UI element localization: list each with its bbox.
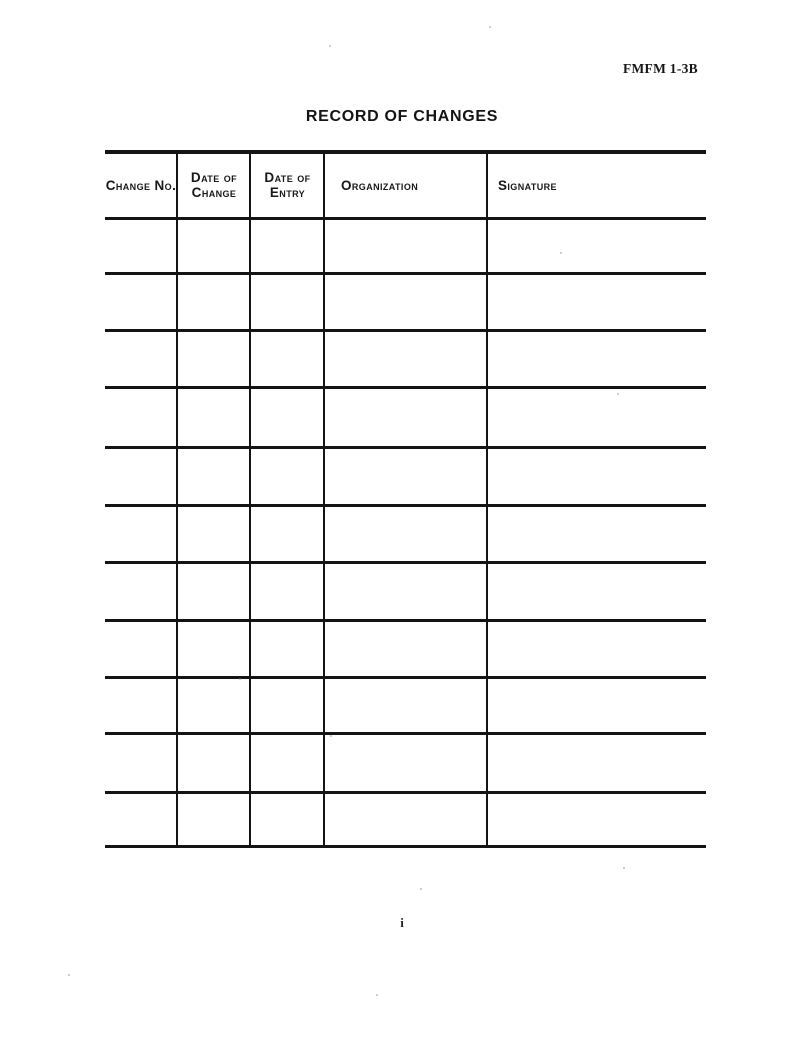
table-cell xyxy=(177,620,250,677)
table-row xyxy=(105,273,705,330)
scan-speck xyxy=(489,26,491,28)
table-cell xyxy=(177,218,250,273)
table-cell xyxy=(487,273,705,330)
table-cell xyxy=(105,677,177,733)
scan-speck xyxy=(617,393,619,395)
table-row xyxy=(105,792,705,848)
table-cell xyxy=(105,733,177,792)
table-cell xyxy=(487,218,705,273)
scan-speck xyxy=(560,252,562,254)
table-cell xyxy=(105,792,177,848)
table-cell xyxy=(177,505,250,562)
table-cell xyxy=(250,620,324,677)
table-cell xyxy=(487,505,705,562)
table-cell xyxy=(177,677,250,733)
column-header-signature: Signature xyxy=(498,177,557,193)
table-cell xyxy=(324,330,487,387)
table-cell xyxy=(250,792,324,848)
table-cell xyxy=(487,792,705,848)
table-cell xyxy=(250,218,324,273)
column-header-change-no: Change No. xyxy=(105,177,177,193)
table-cell xyxy=(324,562,487,620)
table-row xyxy=(105,733,705,792)
table-cell xyxy=(324,218,487,273)
table-row xyxy=(105,677,705,733)
scan-speck xyxy=(330,735,332,737)
table-cell xyxy=(250,273,324,330)
table-cell xyxy=(487,330,705,387)
table-cell xyxy=(250,505,324,562)
table-cell xyxy=(324,677,487,733)
table-cell xyxy=(177,733,250,792)
table-cell xyxy=(487,387,705,447)
table-cell xyxy=(487,677,705,733)
table-row xyxy=(105,562,705,620)
table-cell xyxy=(487,733,705,792)
table-cell xyxy=(105,330,177,387)
table-cell xyxy=(177,792,250,848)
table-cell xyxy=(324,447,487,505)
table-row xyxy=(105,505,705,562)
table-cell xyxy=(487,447,705,505)
table-cell xyxy=(324,792,487,848)
scan-speck xyxy=(68,974,70,976)
table-cell xyxy=(487,562,705,620)
scan-speck xyxy=(329,45,331,47)
table-row xyxy=(105,218,705,273)
column-header-date-of-change: Date of Change xyxy=(190,170,238,200)
table-cell xyxy=(487,620,705,677)
record-of-changes-table xyxy=(105,150,705,848)
table-cell xyxy=(105,447,177,505)
doc-number: FMFM 1-3B xyxy=(622,61,698,76)
table-cell xyxy=(250,330,324,387)
table-cell xyxy=(105,620,177,677)
table-cell xyxy=(105,218,177,273)
table-cell xyxy=(324,273,487,330)
table-cell xyxy=(250,562,324,620)
table-row xyxy=(105,447,705,505)
table-cell xyxy=(105,562,177,620)
table-cell xyxy=(105,273,177,330)
table-cell xyxy=(177,387,250,447)
scan-speck xyxy=(420,888,422,890)
table-cell xyxy=(250,387,324,447)
table-cell xyxy=(177,562,250,620)
table-row xyxy=(105,330,705,387)
scan-speck xyxy=(239,678,241,680)
table-cell xyxy=(250,447,324,505)
scan-speck xyxy=(623,867,625,869)
table-cell xyxy=(324,387,487,447)
table-cell xyxy=(250,677,324,733)
column-header-organization: Organization xyxy=(341,177,419,193)
table-cell xyxy=(177,447,250,505)
table-cell xyxy=(177,273,250,330)
table-cell xyxy=(250,733,324,792)
table-cell xyxy=(105,505,177,562)
page-number: i xyxy=(400,915,404,930)
table-row xyxy=(105,387,705,447)
table-cell xyxy=(105,387,177,447)
table-cell xyxy=(324,733,487,792)
table-cell xyxy=(177,330,250,387)
table-row xyxy=(105,620,705,677)
page-title: RECORD OF CHANGES xyxy=(305,108,499,125)
table-cell xyxy=(324,620,487,677)
table-cell xyxy=(324,505,487,562)
scan-speck xyxy=(376,994,378,996)
column-header-date-of-entry: Date of Entry xyxy=(264,170,311,200)
